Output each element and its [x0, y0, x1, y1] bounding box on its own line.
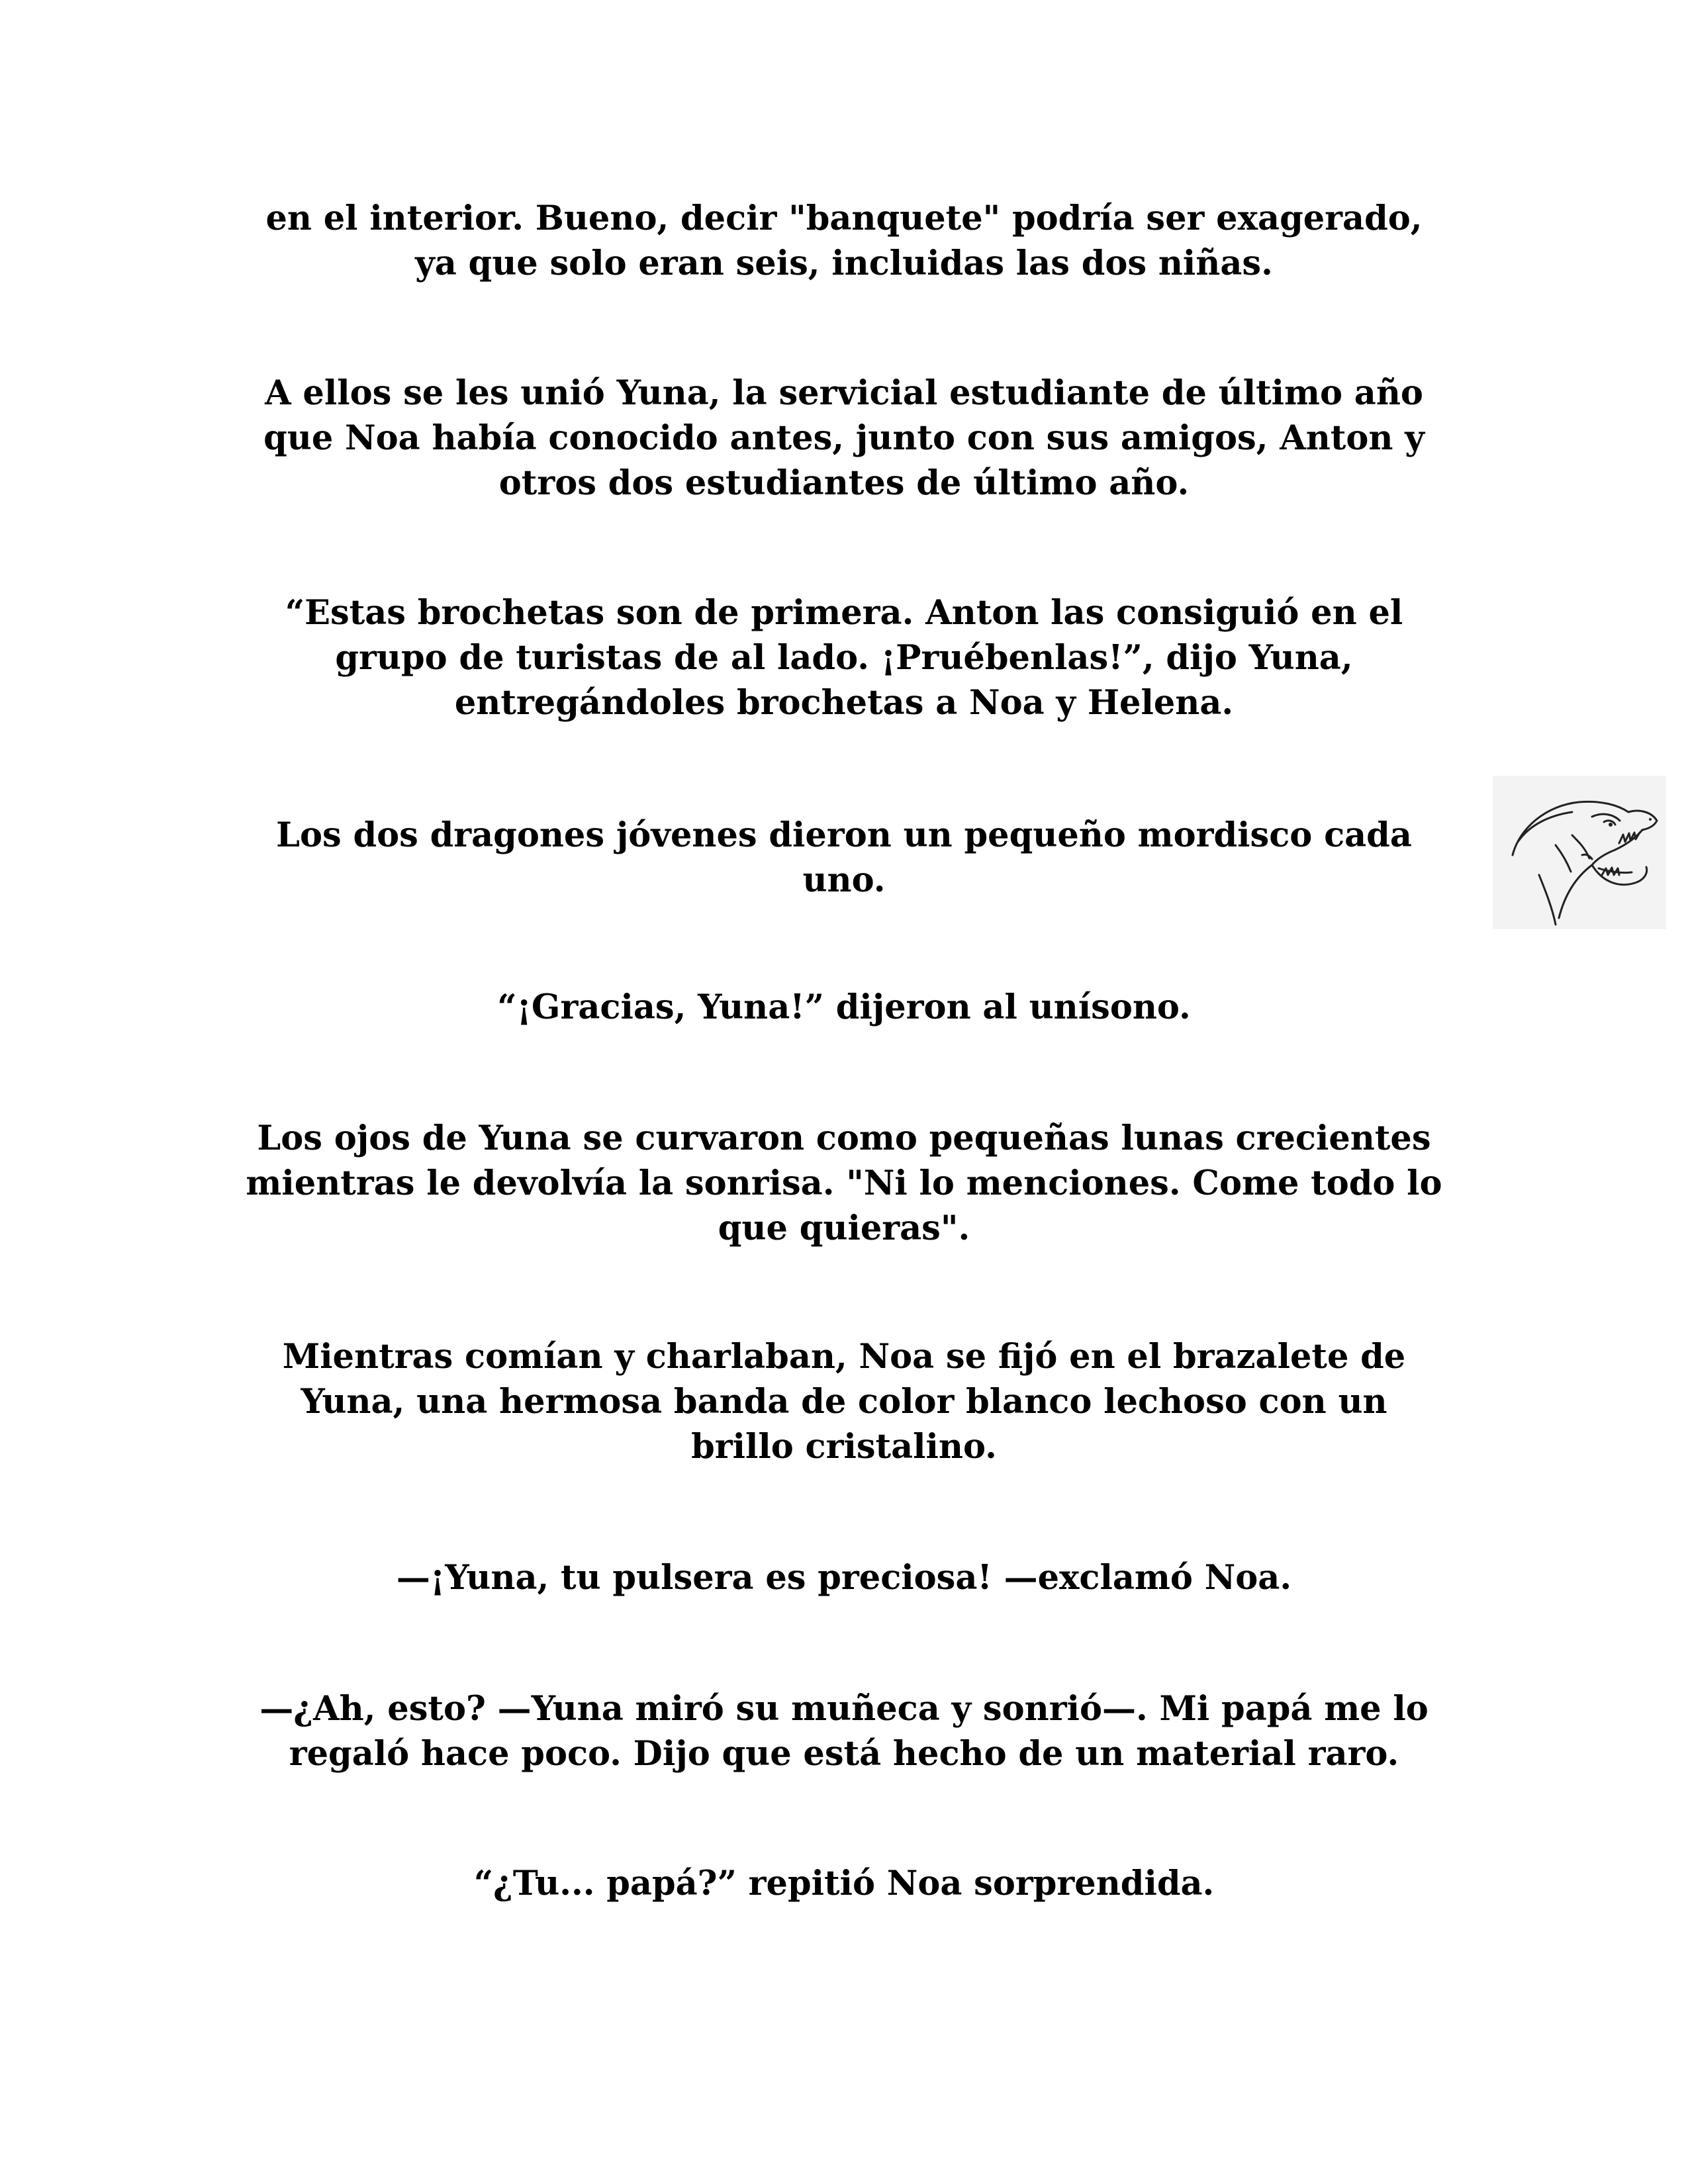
text-line: mientras le devolvía la sonrisa. "Ni lo menciones. Come todo lo — [246, 1163, 1442, 1203]
text-line: brillo cristalino. — [691, 1427, 997, 1467]
text-line: uno. — [802, 860, 886, 900]
text-line: A ellos se les unió Yuna, la servicial estudiante de último año — [265, 373, 1423, 413]
paragraph-6 — [218, 1116, 1470, 1251]
text-line: —¿Ah, esto? —Yuna miró su muñeca y sonrió—. Mi papá me lo — [259, 1689, 1429, 1729]
text-line: ya que solo eran seis, incluidas las dos niñas. — [415, 244, 1273, 283]
text-line: entregándoles brochetas a Noa y Helena. — [454, 683, 1234, 723]
paragraph-4 — [218, 813, 1470, 903]
text-line: Yuna, una hermosa banda de color blanco lechoso con un — [301, 1382, 1387, 1422]
text-line: que quieras". — [718, 1208, 970, 1248]
text-line: que Noa había conocido antes, junto con sus amigos, Anton y — [263, 418, 1425, 458]
paragraph-2 — [218, 371, 1470, 506]
text-line: —¡Yuna, tu pulsera es preciosa! —exclamó Noa. — [396, 1558, 1292, 1598]
paragraph-8 — [218, 1555, 1470, 1600]
text-line: Los ojos de Yuna se curvaron como pequeñas lunas crecientes — [257, 1118, 1431, 1158]
paragraph-1 — [218, 196, 1470, 286]
paragraph-7 — [218, 1334, 1470, 1469]
paragraph-9 — [218, 1686, 1470, 1776]
text-line: otros dos estudiantes de último año. — [498, 463, 1190, 503]
paragraph-10 — [218, 1861, 1470, 1906]
text-line: en el interior. Bueno, decir "banquete" podría ser exagerado, — [265, 199, 1423, 238]
text-line: “¡Gracias, Yuna!” dijeron al unísono. — [497, 987, 1191, 1027]
text-line: “Estas brochetas son de primera. Anton las consiguió en el — [285, 593, 1403, 633]
text-line: “¿Tu... papá?” repitió Noa sorprendida. — [473, 1864, 1215, 1903]
paragraph-5 — [218, 985, 1470, 1030]
text-line: Mientras comían y charlaban, Noa se fijó en el brazalete de — [282, 1337, 1406, 1377]
dragon-head-sketch-icon — [1493, 776, 1666, 929]
text-line: grupo de turistas de al lado. ¡Pruébenlas!”, dijo Yuna, — [335, 638, 1353, 678]
text-line: Los dos dragones jóvenes dieron un pequeño mordisco cada — [276, 815, 1412, 855]
text-line: regaló hace poco. Dijo que está hecho de un material raro. — [289, 1734, 1399, 1774]
dragon-sketch-svg — [1493, 776, 1666, 929]
paragraph-3 — [218, 590, 1470, 725]
